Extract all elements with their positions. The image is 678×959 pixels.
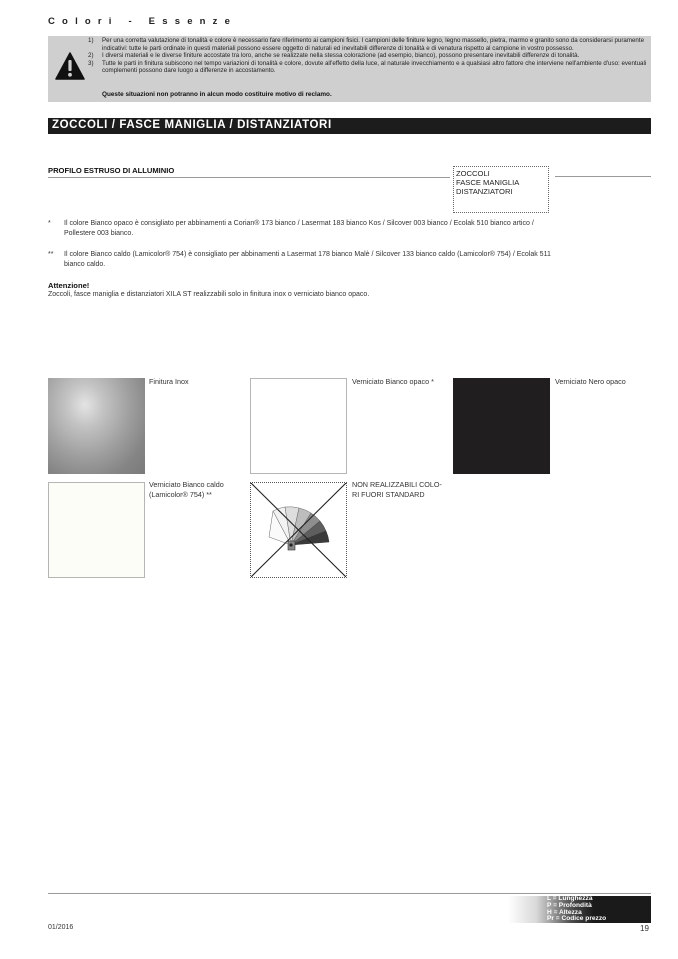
legend-item: L = Lunghezza: [547, 895, 593, 902]
swatch-label: Finitura Inox: [149, 377, 189, 386]
warning-item-number: 1): [88, 37, 94, 44]
swatch-finitura-inox: [48, 378, 145, 474]
divider: [48, 177, 450, 178]
attention-text: Zoccoli, fasce maniglia e distanziatori XILA ST realizzabili solo in finitura inox o verniciato bianco opaco.: [48, 291, 370, 298]
warning-item-text: I diversi materiali e le diverse finiture accostate tra loro, anche se realizzate nella stessa colorazione (ad esempio, bianco), possono presentare inevitabili differenze di tonalità.: [102, 52, 580, 60]
warning-note: Queste situazioni non potranno in alcun modo costituire motivo di reclamo.: [102, 91, 332, 98]
warning-item-text: Tutte le parti in finitura subiscono nel tempo variazioni di tonalità e colore, dovute all'effetto della luce, al naturale invecchiamento e a qualsiasi altro fattore che interviene nell'ambiente d'uso: eventuali complementi possono dare luogo a differenze in accostamento.: [102, 59, 647, 75]
profile-label: FASCE MANIGLIA: [456, 178, 520, 188]
warning-item-text: Per una corretta valutazione di tonalità e colore è necessario fare riferimento ai campioni fisici. I campioni delle finiture legno, legno massello, pietra, marmo e granito sono da considerarsi puramente indicativi: tutte le parti ordinate in questi materiali possono essere oggetto di naturali ed inevitabili differenze di tonalità e di venatura rispetto al campione in vostro possesso.: [102, 37, 645, 52]
warning-item-number: 2): [88, 52, 94, 60]
swatch-label: [149, 480, 224, 499]
swatch-label: [352, 480, 442, 499]
section-title: ZOCCOLI / FASCE MANIGLIA / DISTANZIATORI: [52, 119, 332, 131]
swatch-label-line: Verniciato Bianco caldo: [149, 480, 224, 489]
divider: [555, 176, 651, 177]
warning-triangle-icon: [55, 52, 85, 80]
swatch-bianco-opaco: [250, 378, 347, 474]
swatch-label: Verniciato Nero opaco: [555, 377, 626, 386]
warning-item: [88, 60, 648, 75]
warning-list: [88, 37, 648, 75]
profile-label: ZOCCOLI: [456, 169, 490, 178]
legend-item: H = Altezza: [547, 908, 582, 916]
attention-title: Attenzione!: [48, 281, 90, 290]
swatch-nero-opaco: [453, 378, 550, 474]
note-mark: *: [48, 220, 51, 227]
swatch-non-realizzabili: [250, 482, 347, 578]
legend-item: Pr = Codice prezzo: [547, 915, 607, 923]
note-mark: **: [48, 251, 54, 258]
swatch-bianco-caldo: [48, 482, 145, 578]
swatch-label-line: RI FUORI STANDARD: [352, 489, 425, 499]
profile-label-list: [456, 169, 519, 197]
footer-date: 01/2016: [48, 924, 74, 931]
page-number: 19: [640, 924, 649, 933]
footer-divider: [48, 893, 651, 894]
profile-label: DISTANZIATORI: [456, 187, 513, 197]
color-fan-crossed-icon: [251, 483, 346, 577]
legend-list: [547, 896, 606, 923]
note-text: Il colore Bianco caldo (Lamicolor® 754) è consigliato per abbinamenti a Lasermat 178 bianco Malè / Silcover 133 bianco caldo (Lamicolor® 754) / Ecolak 511 bianco caldo.: [64, 251, 551, 268]
swatch-label-line: NON REALIZZABILI COLO-: [352, 480, 442, 489]
section-title-bar: [48, 118, 651, 134]
warning-item-number: 3): [88, 59, 94, 67]
legend-box: [508, 896, 651, 923]
warning-item: [88, 52, 648, 60]
legend-item: P = Profondità: [547, 901, 592, 909]
swatch-label: Verniciato Bianco opaco *: [352, 377, 434, 386]
swatch-label-line: (Lamicolor® 754) **: [149, 489, 212, 499]
warning-box: [48, 36, 651, 102]
profile-label-box: [453, 166, 549, 213]
warning-item: [88, 37, 648, 52]
note-text: Il colore Bianco opaco è consigliato per abbinamenti a Corian® 173 bianco / Lasermat 183 bianco Kos / Silcover 003 bianco / Ecolak 510 bianco artico / Pollestere 003 bianco.: [64, 220, 534, 237]
subheading: PROFILO ESTRUSO DI ALLUMINIO: [48, 166, 175, 175]
page-header-title: Colori - Essenze: [48, 16, 238, 27]
